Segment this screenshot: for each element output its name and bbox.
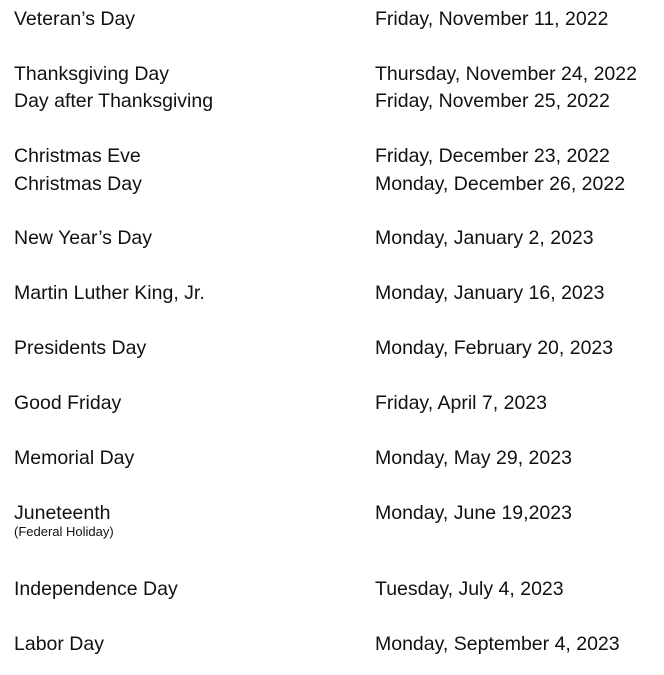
holiday-name: Memorial Day [14,447,135,469]
holiday-name: Veteran’s Day [14,8,136,30]
holiday-name: Martin Luther King, Jr. [14,282,205,304]
holiday-date: Monday, May 29, 2023 [375,447,572,469]
holiday-name: Independence Day [14,578,178,600]
holiday-name: Presidents Day [14,337,147,359]
holiday-name: Good Friday [14,392,122,414]
holiday-date: Friday, November 11, 2022 [375,8,609,30]
holiday-name: Christmas Day [14,173,142,195]
holiday-date: Tuesday, July 4, 2023 [375,578,564,600]
holiday-name: Day after Thanksgiving [14,90,214,112]
holiday-date: Monday, February 20, 2023 [375,337,614,359]
holiday-date: Monday, June 19,2023 [375,502,572,524]
holiday-date: Friday, November 25, 2022 [375,90,610,112]
holiday-name: Labor Day [14,633,104,655]
holiday-date: Monday, December 26, 2022 [375,173,626,195]
holiday-date: Monday, January 2, 2023 [375,227,594,249]
holiday-date: Thursday, November 24, 2022 [375,63,637,85]
holiday-name: Thanksgiving Day [14,63,169,85]
holiday-note: (Federal Holiday) [14,524,114,539]
holiday-date: Friday, December 23, 2022 [375,145,610,167]
holiday-date: Friday, April 7, 2023 [375,392,547,414]
holiday-name: Juneteenth [14,502,111,524]
holiday-name: Christmas Eve [14,145,141,167]
holiday-date: Monday, September 4, 2023 [375,633,620,655]
holiday-date: Monday, January 16, 2023 [375,282,605,304]
holiday-name: New Year’s Day [14,227,153,249]
